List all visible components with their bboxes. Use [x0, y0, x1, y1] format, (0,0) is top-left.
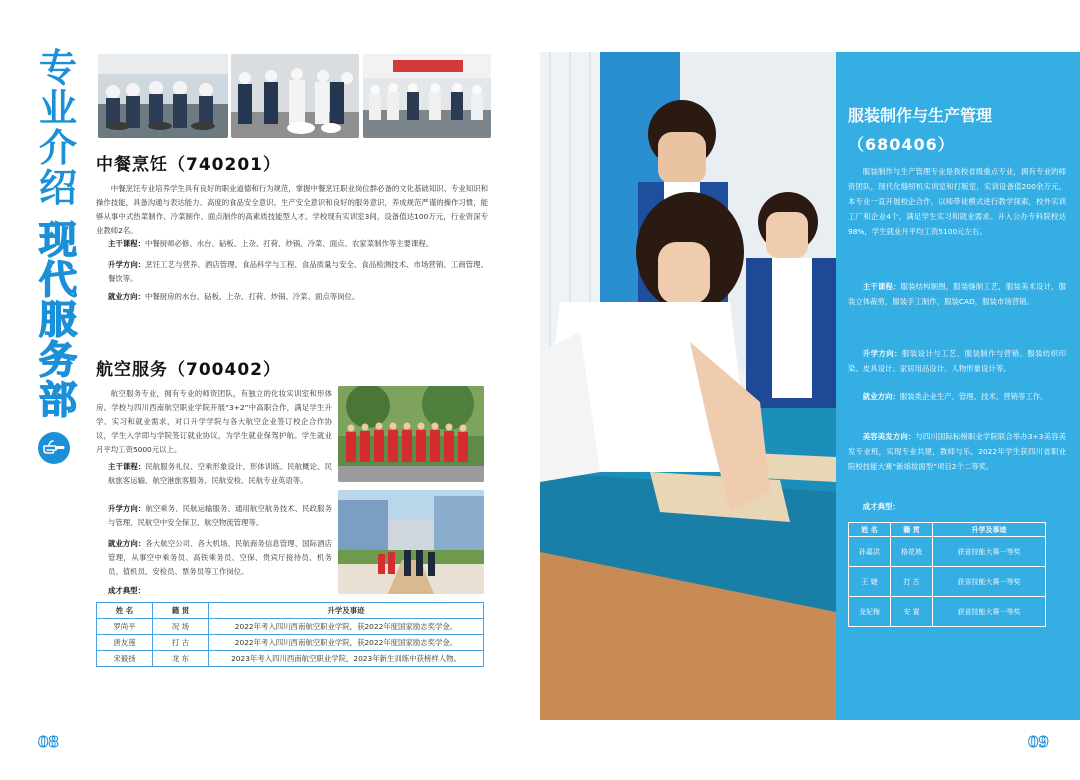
table-cell: 打 古	[153, 635, 209, 651]
title-char: 介	[38, 126, 77, 170]
garment-further-text: 服装设计与工艺、服装制作与营销、服装纺织印染、皮具设计、家居用品设计、人物形象设计等。	[848, 349, 1066, 373]
table-row	[849, 567, 1046, 597]
page-number-left: 08	[38, 733, 59, 751]
title-char: 业	[38, 86, 77, 130]
table-cell: 2022年考入四川西南航空职业学院，获2022年度国家励志奖学金。	[209, 619, 484, 635]
table-row	[849, 537, 1046, 567]
table-cell: 打 古	[891, 567, 933, 597]
garment-courses-label: 主干课程：	[862, 282, 901, 291]
garment-intro: 服装制作与生产管理专业是我校省级重点专业，拥有专业的师资团队，现代化缝纫机实训室和打版室，实训设备值200余万元。本专业一直开展校企合作，以师带徒模式进行教学探索，校外实训工厂和企业4个，满足学生实习和就业需求。升入公办专科院校达98%，学生就业月平均工资5100元左右。	[848, 167, 1066, 236]
garment-courses-text: 服装结构制图，服装缝制工艺，服装美术设计，服装立体裁剪，服装手工制作，服装CAD，服装市场营销。	[848, 282, 1066, 306]
aviation-title: 航空服务（700402）	[96, 360, 281, 380]
table-cell: 安 置	[891, 597, 933, 627]
garment-jobs-text: 服装类企业生产、管理、技术、营销等工作。	[899, 392, 1048, 401]
title-char: 专	[38, 46, 77, 90]
hand-pointing-icon	[38, 432, 70, 464]
garment-achievers-label	[848, 499, 1066, 514]
table-header-cell: 籍 贯	[153, 603, 209, 619]
garment-beauty	[848, 429, 1066, 474]
aviation-achievers-label	[108, 584, 308, 598]
table-cell: 龙妃梅	[849, 597, 891, 627]
aviation-jobs-label: 就业方向：	[108, 539, 146, 548]
table-cell: 罗尚平	[97, 619, 153, 635]
catering-title: 中餐烹饪（740201）	[96, 155, 281, 175]
title-char: 服	[38, 298, 77, 342]
catering-courses-text: 中餐厨师必修、水台、砧板、上杂、打荷、炒锅、冷菜、面点、农家菜制作等主要课程。	[144, 239, 434, 248]
table-cell: 王 婕	[849, 567, 891, 597]
garment-jobs-label: 就业方向：	[862, 392, 900, 401]
campus-walk-photo	[338, 490, 484, 594]
catering-intro: 中餐烹饪专业培养学生具有良好的职业道德和行为规范，掌握中餐烹饪职业岗位群必备的文化基础知识、专业知识和操作技能，具备沟通与表达能力、高度的食品安全意识、生产安全意识和良好的服务意识，养成规范严谨的操作习惯，能够从事中式热菜制作、冷菜制作、面点制作的高素质技能型人才。学校现有实训室3间，设备值达100万元，行业资深专业教师2名。	[96, 184, 488, 235]
table-header-cell: 升学及事迹	[209, 603, 484, 619]
garment-further-label: 升学方向：	[862, 349, 902, 358]
table-cell: 龙 东	[153, 651, 209, 667]
cooking-class-photo-1	[98, 54, 228, 138]
table-row	[849, 597, 1046, 627]
title-char: 现	[38, 218, 77, 262]
achievers-label-text: 成才典型：	[108, 586, 145, 595]
garment-courses	[848, 279, 1066, 309]
garment-making-photo	[540, 52, 836, 720]
vertical-title	[30, 48, 86, 420]
table-cell: 孙嘉洪	[849, 537, 891, 567]
table-row	[97, 619, 484, 635]
title-char: 务	[38, 338, 77, 382]
table-header-row	[849, 523, 1046, 537]
table-cell: 获省技能大赛一等奖	[933, 567, 1046, 597]
vertical-title-solid	[30, 48, 86, 208]
table-cell: 唐友莲	[97, 635, 153, 651]
right-info-panel	[836, 52, 1080, 720]
garment-achievers-table	[848, 522, 1046, 627]
garment-beauty-label: 美容美发方向：	[862, 432, 916, 441]
garment-title: 服装制作与生产管理	[848, 106, 993, 125]
vertical-title-outline	[30, 220, 86, 420]
table-row	[97, 635, 484, 651]
table-row	[97, 651, 484, 667]
aviation-intro: 航空服务专业，拥有专业的师资团队，有独立的化妆实训室和形体房。学校与四川西南航空职业学院开展“3+2”中高职合作，满足学生升学、实习和就业需求，对口升学学院与各大航空企业签订校企合作协议，学生入学即与学院签订就业协议，为学生就业保驾护航。学生就业月平均工资5000元以上。	[96, 389, 332, 454]
table-cell: 况 场	[153, 619, 209, 635]
aviation-courses-label: 主干课程：	[108, 462, 146, 471]
table-header-cell: 姓 名	[97, 603, 153, 619]
title-char: 绍	[38, 166, 77, 210]
table-header-cell: 姓 名	[849, 523, 891, 537]
table-cell: 2022年考入四川西南航空职业学院，获2022年度国家励志奖学金。	[209, 635, 484, 651]
aviation-further-label: 升学方向：	[108, 504, 146, 513]
flight-attendants-photo	[338, 386, 484, 482]
title-char: 部	[38, 378, 77, 422]
table-header-row	[97, 603, 484, 619]
table-cell: 宋毅扬	[97, 651, 153, 667]
table-cell: 获省技能大赛一等奖	[933, 537, 1046, 567]
cooking-class-photo-3	[363, 54, 491, 138]
achievers-label-text: 成才典型：	[862, 502, 900, 511]
garment-beauty-text: 与四川国际标榜职业学院联合举办3+3美容美发专业班，实现专业共建，教师与乐，2022年学生获四川省职业院校技能大赛“新娘妆面型”项目2个二等奖。	[848, 432, 1066, 471]
table-cell: 格花坡	[891, 537, 933, 567]
catering-jobs-text: 中餐厨房的水台、砧板、上杂、打荷、炒锅、冷菜、面点等岗位。	[144, 292, 360, 301]
title-char: 代	[38, 258, 77, 302]
catering-further-text: 烹饪工艺与营养、酒店管理、食品科学与工程、食品质量与安全、食品检测技术、市场营销、工商管理、餐饮等。	[108, 260, 488, 283]
garment-jobs	[848, 389, 1066, 404]
page-number-right: 09	[1028, 733, 1049, 751]
table-header-cell: 籍 贯	[891, 523, 933, 537]
catering-jobs-label: 就业方向：	[108, 292, 145, 301]
garment-code: （680406）	[848, 135, 955, 154]
table-cell: 2023年考入四川西南航空职业学院，2023年新生训练中获榜样人物。	[209, 651, 484, 667]
aviation-courses	[108, 460, 332, 488]
aviation-jobs-text: 各大航空公司、各大机场、民航商务信息管理、国际酒店管理，从事空中乘务员、高铁乘务员、空保、贵宾厅接待员、机务员、值机员、安检员、票务员等工作岗位。	[108, 539, 332, 576]
table-header-cell: 升学及事迹	[933, 523, 1046, 537]
aviation-further	[108, 502, 332, 530]
aviation-courses-text: 民航服务礼仪、空乘形象设计、形体训练、民航概论、民航旅客运输、航空港旅客服务、民航安检、民航专业英语等。	[108, 462, 332, 485]
table-cell: 获省技能大赛一等奖	[933, 597, 1046, 627]
aviation-achievers-table	[96, 602, 484, 667]
garment-further	[848, 346, 1066, 376]
catering-courses-label: 主干课程：	[108, 239, 145, 248]
aviation-jobs	[108, 537, 332, 579]
catering-further	[108, 258, 488, 286]
aviation-further-text: 航空乘务、民航运输服务、通用航空航务技术、民政服务与管理、民航空中安全保卫、航空物流管理等。	[108, 504, 332, 527]
catering-further-label: 升学方向：	[108, 260, 146, 269]
catering-courses	[108, 237, 488, 251]
cooking-class-photo-2	[231, 54, 359, 138]
catering-jobs	[108, 290, 488, 304]
